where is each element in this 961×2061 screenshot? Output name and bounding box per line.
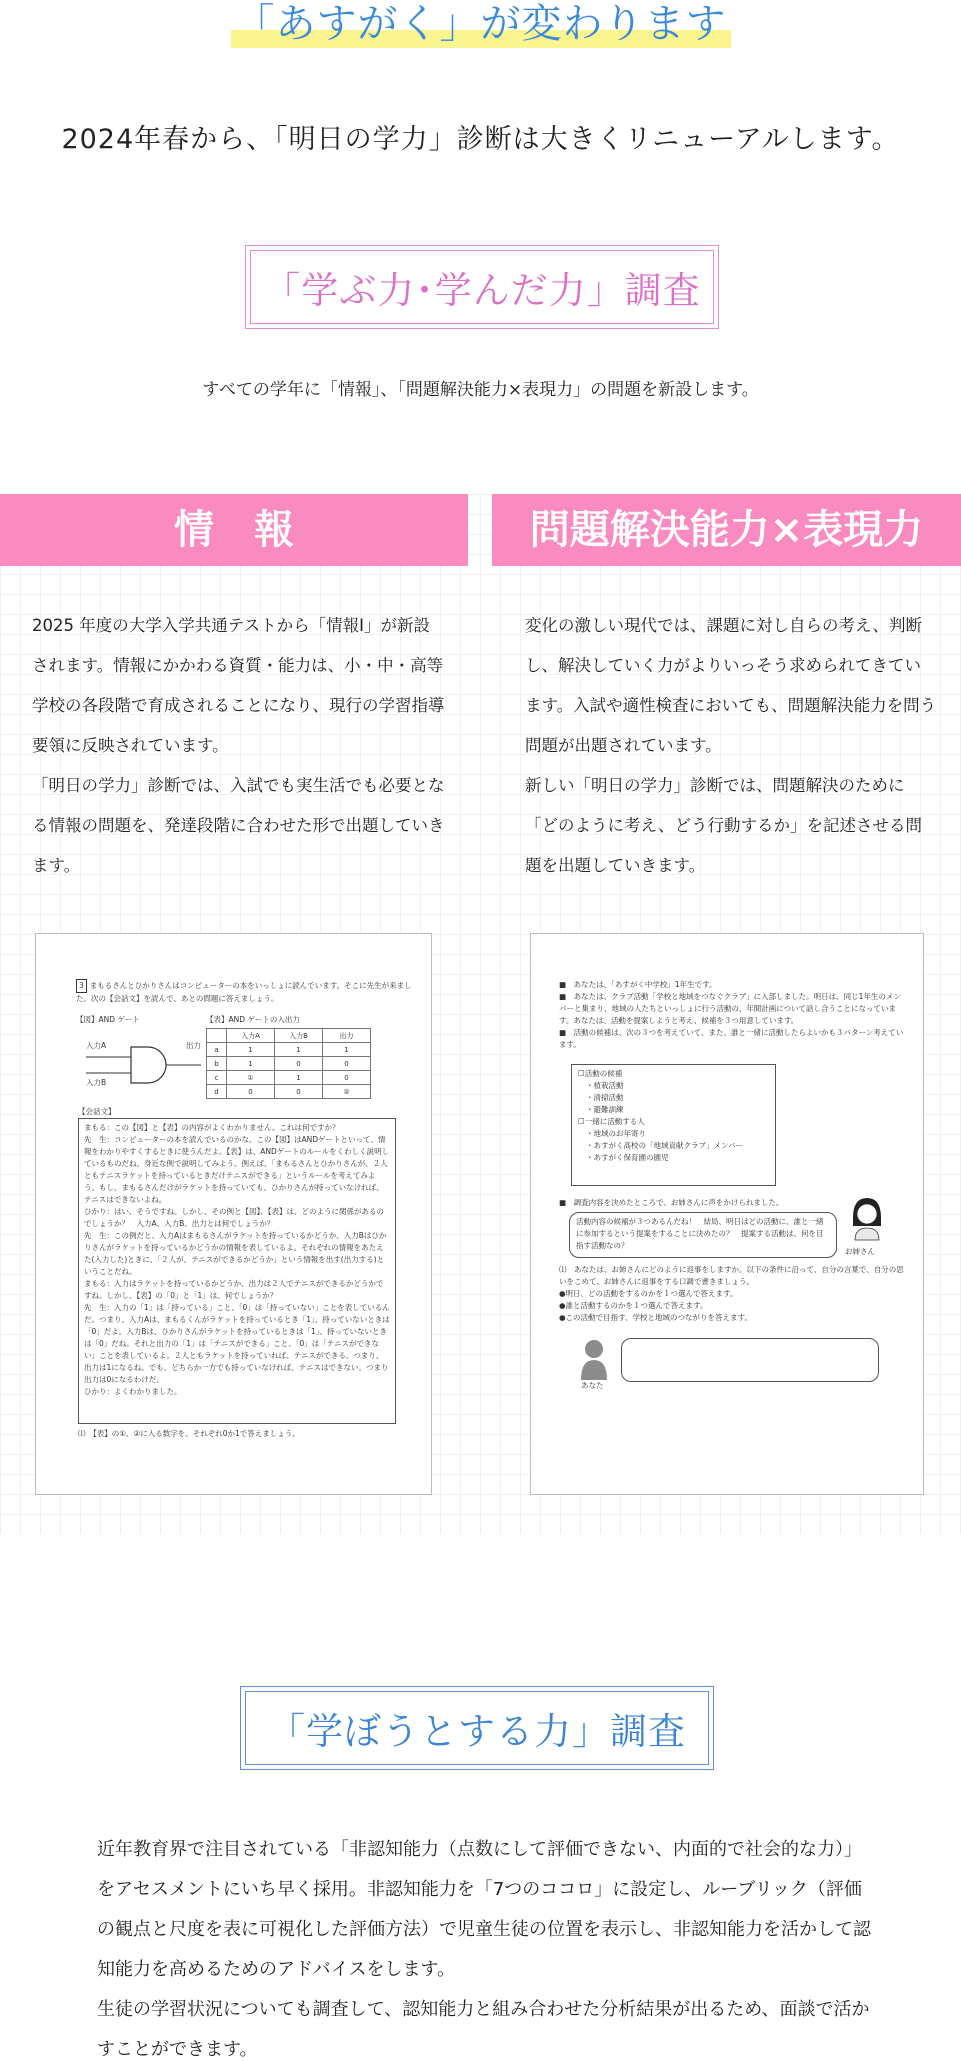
sister-label: お姉さん (845, 1247, 875, 1256)
sheet-intro: まもるさんとひかりさんはコンピューターの本をいっしょに読んでいます。そこに先生が来ました。次の【会話文】を読んで、あとの問題に答えましょう。 (76, 981, 412, 1003)
table-header-row: 入力A 入力B 出力 (207, 1029, 371, 1043)
table-row: a 1 1 1 (207, 1043, 371, 1057)
answer-bubble (621, 1338, 879, 1382)
sheet-bullet: ■ あなたは、クラブ活動「学校と地域をつなぐクラブ」に入部しました。明日は、同じ1年生のメンバーと集まり、地域の人たちといっしょに行う活動の、年間計画について話し合うことになっています。あなたは、活動を提案しようと考え、候補を３つ用意しています。 (559, 992, 901, 1025)
sheet-bullet: ■ 調査内容を決めたところで、お姉さんに声をかけられました。 (559, 1198, 784, 1207)
column-text-info: 2025 年度の大学入学共通テストから「情報Ⅰ」が新設されます。情報にかかわる資質・能力は、小・中・高等学校の各段階で育成されることになり、現行の学習指導要領に反映されています。 「明日の学力」診断では、入試でも実生活でも必要となる情報の問題を、発達段階に合わせた形で出題していきます。 (32, 616, 445, 875)
section1-subtitle: すべての学年に「情報」、「問題解決能力×表現力」の問題を新設します。 (202, 380, 759, 400)
sample-sheet-info (35, 933, 432, 1495)
dialog-box: まもる：この【図】と【表】の内容がよくわかりません。これは何ですか？ 先 生：コンピューターの本を読んでいるのかな。この【図】はANDゲートといって、情報をわかりやすくするときに使うんだよ。【表】は、ANDゲートのルールをくわしく説明しているものだね。身近な例で説明してみよう。例えば、「まもるさんとひかりさんが、２人ともテニスラケットを持っているときだけテニスができる」というルールを考えてみよう。もし、まもるさんだけがラケットを持っていても、ひかりさんが持っていなければ、テニスはできないよね。 ひかり：はい、そうですね。しかし、その例と【図】、【表】は、どのように関係があるのでしょうか？ 入力A、入力B、出力とは何でしょうか？ 先 生：この例だと、入力Aはまもるさんがラケットを持っているかどうか、入力Bはひかりさんがラケットを持っているかどうかの情報を表しているよ。それぞれの情報をあたえた(入力した)ときに、「２人が、テニスができるかどうか」という情報を出す(出力する)ということだね。 まもる：入力はラケットを持っているかどうか、出力は２人でテニスができるかどうかですね。しかし、【表】の「0」と「1」は、何でしょうか？ 先 生：入力の「1」は「持っている」こと、「0」は「持っていない」ことを表しているんだ。つまり、入力Aは、まもるくんがラケットを持っているとき「1」、持っていないときは「0」だよ。入力Bは、ひかりさんがラケットを持っているときは「1」、持っていないときは「0」だね。それと出力の「1」は「テニスができる」こと、「0」は「テニスができない」ことを表しているよ。２人ともラケットを持っていれば、テニスができる。つまり、出力は1になるね。でも、どちらか一方でも持っていなければ、テニスはできない。つまり出力は0になるわけだ。 ひかり：よくわかりました。 (78, 1118, 396, 1424)
table-row: b 1 0 0 (207, 1057, 371, 1071)
candidate-box: ☐活動の候補 ・植栽活動 ・清掃活動 ・避難訓練 ☐一緒に活動する人 ・地域のお年寄り ・あすがく高校の「地域貢献クラブ」メンバー ・あすがく保育園の園児 (571, 1064, 776, 1186)
main-heading-text: 「あすがく」が変わります (231, 0, 731, 48)
column-header-info: 情 報 (0, 494, 468, 566)
table-row: c ① 1 0 (207, 1071, 371, 1085)
gate-input-b-label: 入力B (86, 1078, 107, 1087)
dialog-label: 【会話文】 (78, 1107, 116, 1116)
main-heading (0, 0, 961, 48)
sample-sheet-problem-solving: ■ あなたは、「あすがく中学校」1年生です。 ■ あなたは、クラブ活動「学校と地域をつなぐクラブ」に入部しました。明日は、同じ1年生のメンバーと集まり、地域の人たちといっしょに行う活動の、年間計画について話し合うことになっています。あなたは、活動を提案しようと考え、候補を３つ用意しています。 ■ 活動の候補は、次の３つを考えていて、また、誰と一緒に活動したらよいかも３パターン考えています。 ☐活動の候補 ・植栽活動 ・清掃活動 ・避難訓練 ☐一緒に活動する人 ・地域のお年寄り ・あすがく高校の「地域貢献クラブ」メンバー ・あすがく保育園の園児 ■ 調査内容を決めたところで、お姉さんに声をかけられました。 活動内容の候補が３つあるんだね！ 結局、明日はどの活動に、誰と一緒に参加するという提案をすることに決めたの？ 提案する活動は、何を目指す活動なの？ お姉さん ⑴ あなたは、お姉さんにどのように返事をしますか。以下の条件に沿って、自分の言葉で、自分の思いをこめて、お姉さんに返事をする口調で書きましょう。 ●明日、どの活動をするのかを１つ選んで答えます。 ●誰と活動するのかを１つ選んで答えます。 ●この活動で目指す、学校と地域のつながりを答えます。 あなた (530, 933, 924, 1495)
sheet-bullet: ■ あなたは、「あすがく中学校」1年生です。 (559, 980, 717, 989)
column-header-problem-solving: 問題解決能力×表現力 (492, 494, 961, 566)
gate-input-a-label: 入力A (86, 1041, 107, 1050)
question-number: 3 (76, 979, 87, 993)
sheet-bullet: ■ 活動の候補は、次の３つを考えていて、また、誰と一緒に活動したらよいかも３パターン考えています。 (559, 1028, 904, 1049)
sheet-question: ⑴ あなたは、お姉さんにどのように返事をしますか。以下の条件に沿って、自分の言葉で、自分の思いをこめて、お姉さんに返事をする口調で書きましょう。 (559, 1265, 904, 1286)
section2-text: 近年教育界で注目されている「非認知能力（点数にして評価できない、内面的で社会的な力）」をアセスメントにいち早く採用。非認知能力を「7つのココロ」に設定し、ルーブリック（評価の観点と尺度を表に可視化した評価方法）で児童生徒の位置を表示し、非認知能力を活かして認知能力を高めるためのアドバイスをします。 生徒の学習状況についても調査して、認知能力と組み合わせた分析結果が出るため、面談で活かすことができます。 (97, 1839, 871, 2060)
and-gate-table (206, 1028, 371, 1099)
speech-bubble: 活動内容の候補が３つあるんだね！ 結局、明日はどの活動に、誰と一緒に参加するという提案をすることに決めたの？ 提案する活動は、何を目指す活動なの？ (569, 1212, 837, 1258)
you-avatar-icon (579, 1338, 609, 1380)
sister-avatar-icon (849, 1196, 885, 1242)
table-label: 【表】AND ゲートの入出力 (206, 1015, 300, 1024)
column-text-problem-solving: 変化の激しい現代では、課題に対し自らの考え、判断し、解決していく力がよりいっそう求められてきています。入試や適性検査においても、問題解決能力を問う問題が出題されています。 新しい「明日の学力」診断では、問題解決のために「どのように考え、どう行動するか」を記述させる問題を出題していきます。 (525, 616, 937, 875)
section1-title: 「学ぶ力･学んだ力」調査 (245, 245, 719, 329)
section2-title: 「学ぼうとする力」調査 (240, 1686, 714, 1770)
figure-label: 【図】AND ゲート (76, 1015, 140, 1024)
sheet-question: ⑴ 【表】の①、②に入る数字を、それぞれ0か1で答えましょう。 (78, 1429, 300, 1438)
gate-output-label: 出力 (186, 1041, 201, 1050)
table-row: d 0 0 ② (207, 1085, 371, 1099)
lead-text: 2024年春から、「明日の学力」診断は大きくリニューアルします。 (61, 124, 900, 155)
you-label: あなた (581, 1381, 604, 1390)
